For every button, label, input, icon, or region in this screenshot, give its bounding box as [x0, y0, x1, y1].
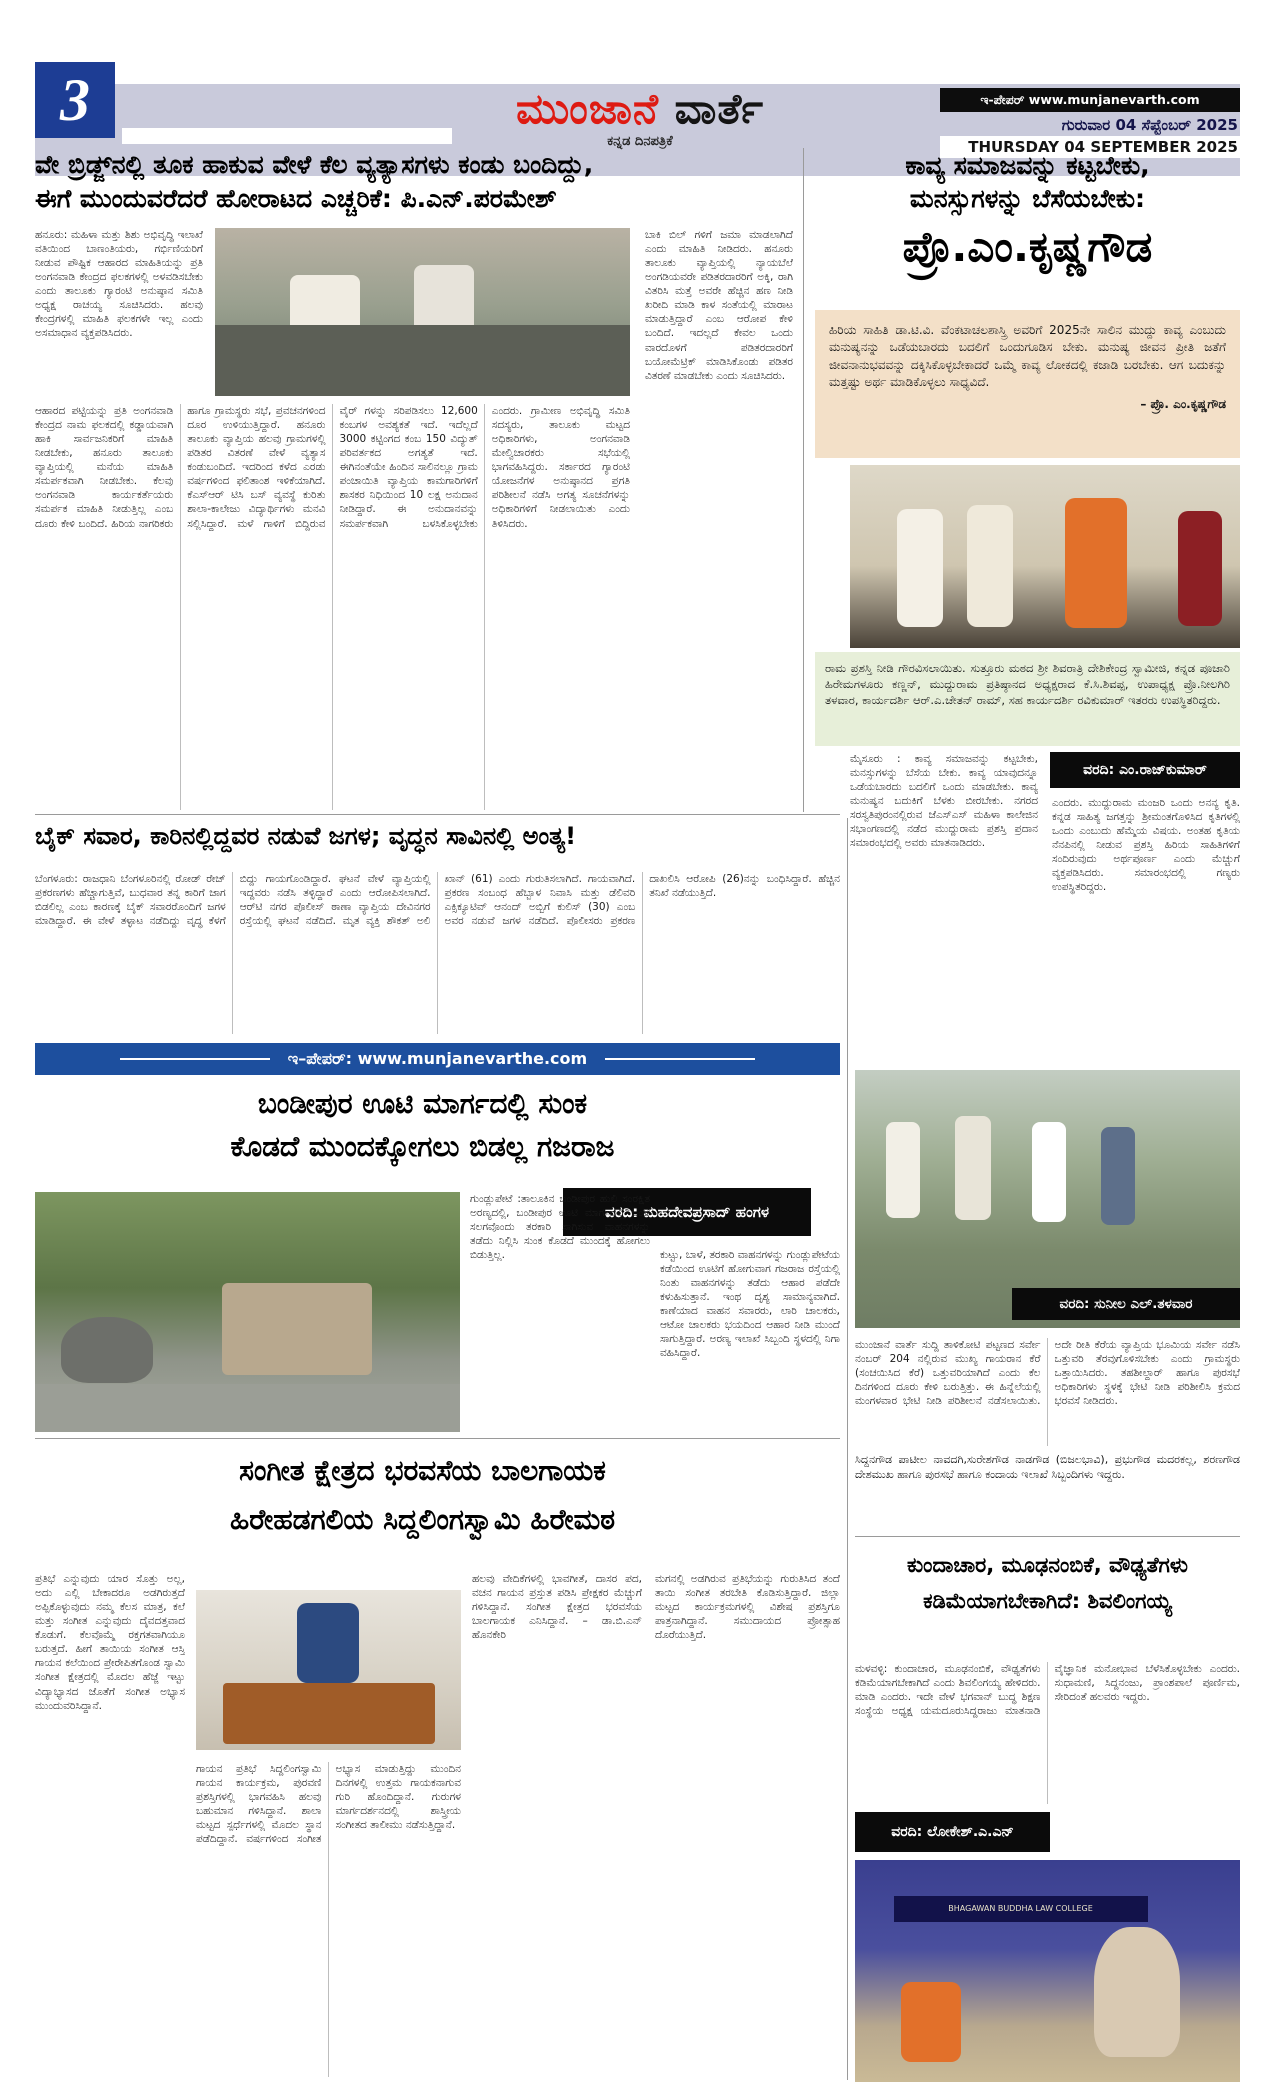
section-rule	[855, 1536, 1240, 1537]
bike-col2: ಮಾಡಿದ್ದಾರೆ. ಈ ವೇಳೆ ತಳ್ಳಾಟ ನಡೆದಿದ್ದು ವೃದ್ಧ ಕೆಳಗೆ ಬಿದ್ದು ಗಾಯಗೊಂಡಿದ್ದಾರೆ. ಘಟನೆ ವೇಳೆ ವ್ಯಾಪ್ತಿಯಲ್ಲಿ ಇದ್ದವರು ನಡೆಸಿ ತಳ್ಳಿದ್ದಾರೆ ಎಂದು ಆರೋಪಿಸಲಾಗಿದೆ.	[35, 873, 431, 928]
krishnegowda-byline: ವರದಿ: ಎಂ.ರಾಜ್‌ಕುಮಾರ್	[1050, 752, 1240, 788]
weighbridge-col3: ಕಂಬಗಳ ಅವಶ್ಯಕತೆ ಇದೆ. ಇದೆಲ್ಲದೆ 3000 ಕಟ್ಟಿಂಗದ ಕಂಬ 150 ವಿದ್ಯುತ್ ಪರಿವರ್ತಕದ ಅಗತ್ಯತೆ ಇದೆ. ಈಗಿನಂತೆಯೇ ಹಿಂದಿನ ಸಾಲಿನಲ್ಲೂ ಗ್ರಾಮ ಪಂಚಾಯಿತಿ ವ್ಯಾಪ್ತಿಯ ಕಾಮಗಾರಿಗಳಿಗೆ ಶಾಸಕರ ನಿಧಿಯಿಂದ 10 ಲಕ್ಷ ಅನುದಾನ ನೀಡಿದ್ದಾರೆ. ಈ ಅನುದಾನವನ್ನು ಸಮರ್ಪಕವಾಗಿ ಬಳಸಿಕೊಳ್ಳಬೇಕು ಎಂದರು.	[339, 405, 523, 530]
photo-harmonium	[223, 1683, 435, 1744]
law-college-event-photo	[855, 1860, 1240, 2082]
boy-harmonium-photo	[196, 1590, 461, 1750]
bike-body	[35, 872, 840, 1034]
photo-table	[215, 325, 630, 396]
date-kannada: ಗುರುವಾರ 04 ಸೆಪ್ಟೆಂಬರ್ 2025	[1061, 116, 1238, 134]
elephant-col1: ಗುಂಡ್ಲುಪೇಟೆ :ತಾಲೂಕಿನ ಬಂಡೀಪುರ ಹುಲಿ ಸಂರಕ್ಷಿತ ಅರಣ್ಯದಲ್ಲಿ, ಬಂಡೀಪುರ ಊಟಿ ಮಾರ್ಗದಲ್ಲಿ ಒಂಟಿ ಸಲಗವೊಂದು ತರಕಾರಿ ಸಾಗಿಸುವ ವಾಹನಗಳನ್ನು ತಡೆದು ನಿಲ್ಲಿಸಿ ಸುಂಕ ಕೊಡದೆ ಮುಂದಕ್ಕೆ ಹೋಗಲು ಬಿಡುತ್ತಿಲ್ಲ.	[470, 1193, 650, 1262]
talikoti-col1: ಮುಂಜಾನೆ ವಾರ್ತೆ ಸುದ್ದಿ ತಾಳಿಕೋಟಿ ಪಟ್ಟಣದ ಸರ್ವೇ ನಂಬರ್ 204 ನಲ್ಲಿರುವ ಮುಖ್ಯ ಗಾಯರಾನ ಕೆರೆ (ಸಂಚಯಿಸಿದ ಕೆರೆ) ಒತ್ತುವರಿಯಾಗಿದೆ ಎಂದು ಕೆಲ ದಿನಗಳಿಂದ ದೂರು ಕೇಳಿ ಬರುತ್ತಿತ್ತು. ಈ ಹಿನ್ನೆಲೆಯಲ್ಲಿ ಮಂಗಳವಾರ ಭೇಟಿ ನೀಡಿ ಪರಿಶೀಲನೆ ನಡೆಸಲಾಯಿತು.	[855, 1339, 1041, 1408]
elephant-col2-text: ಕುಟ್ಟು, ಬಾಳೆ, ತರಕಾರಿ ವಾಹನಗಳನ್ನು ಗುಂಡ್ಲುಪೇಟೆಯ ಕಡೆಯಿಂದ ಊಟಿಗೆ ಹೋಗುವಾಗ ಗಜರಾಜ ರಸ್ತೆಯಲ್ಲಿ ನಿಂತು ವಾಹನಗಳನ್ನು ತಡೆದು ಆಹಾರ ಪಡೆದೇ ಕಳುಹಿಸುತ್ತಾನೆ. ಇಂಥ ದೃಶ್ಯ ಸಾಮಾನ್ಯವಾಗಿದೆ.	[660, 1249, 840, 1304]
photo-swamiji-figure	[1065, 498, 1127, 628]
talikoti-body	[855, 1338, 1240, 1446]
photo-figure	[1032, 1122, 1066, 1222]
talikoti-names-caption: ಸಿದ್ದನಗೌಡ ಪಾಟೀಲ ನಾವದಗಿ,ಸುರೇಶಗೌಡ ನಾಡಗೌಡ (ಬಿಜಲಭಾವಿ), ಪ್ರಭುಗೌಡ ಮದರಕಲ್ಲ, ಶರಣಗೌಡ ದೇಶಮುಖ ಹಾಗೂ ಪುರಸಭೆ ಹಾಗೂ ಕಂದಾಯ ಇಲಾಖೆ ಸಿಬ್ಬಂದಿಗಳು ಇದ್ದರು.	[855, 1453, 1240, 1482]
bike-col4: ಮತ್ತು ಡೆಲಿವರಿ ಎಕ್ಸಿಕ್ಯೂಟಿವ್ ಆನಂದ್ ಅಬ್ಬಿಗೆ ಕುಲಿಸ್ (30) ಎಂಬ ಅವರ ನಡುವೆ ಜಗಳ ನಡೆದಿದೆ. ಪೊಲೀಸರು ಪ್ರಕರಣ ದಾಖಲಿಸಿ ಆರೋಪಿ (26)ನನ್ನು ಬಂಧಿಸಿದ್ದಾರೆ. ಹೆಚ್ಚಿನ ತನಿಖೆ ನಡೆಯುತ್ತಿದೆ.	[444, 873, 840, 928]
section-rule	[35, 814, 840, 815]
shivalingayya-headline	[855, 1548, 1240, 1619]
music-col3: ವರ್ಷಗಳಿಂದ ಸಂಗೀತ ಅಭ್ಯಾಸ ಮಾಡುತ್ತಿದ್ದು ಮುಂದಿನ ದಿನಗಳಲ್ಲಿ ಉತ್ತಮ ಗಾಯಕನಾಗುವ ಗುರಿ ಹೊಂದಿದ್ದಾನೆ. ಗುರುಗಳ ಮಾರ್ಗದರ್ಶನದಲ್ಲಿ ಶಾಸ್ತ್ರೀಯ ಸಂಗೀತದ ತಾಲೀಮು ನಡೆಸುತ್ತಿದ್ದಾನೆ.	[246, 1763, 461, 1846]
shivalingayya-byline: ವರದಿ: ಲೋಕೇಶ್.ಎ.ಎನ್	[855, 1812, 1050, 1852]
elephant-byline: ವರದಿ: ಮಹದೇವಪ್ರಸಾದ್ ಹಂಗಳ	[563, 1188, 811, 1236]
photo-speaker-figure	[1094, 1927, 1180, 2057]
masthead-subtitle: ಕನ್ನಡ ದಿನಪತ್ರಿಕೆ	[607, 134, 673, 149]
masthead	[430, 84, 850, 149]
krishnegowda-name: ಪ್ರೊ.ಎಂ.ಕೃಷ್ಣಗೌಡ	[902, 222, 1153, 271]
elephant-headline	[55, 1082, 790, 1169]
krishnegowda-headline-line1: ಕಾವ್ಯ ಸಮಾಜವನ್ನು ಕಟ್ಟಬೇಕು,	[905, 151, 1150, 180]
weighbridge-col-right: ಬಾಕಿ ಬಿಲ್ ಗಳಿಗೆ ಜಮಾ ಮಾಡಲಾಗಿದೆ ಎಂದು ಮಾಹಿತಿ ನೀಡಿದರು. ಹನೂರು ತಾಲೂಕು ವ್ಯಾಪ್ತಿಯಲ್ಲಿ ನ್ಯಾಯಬೆಲೆ ಅಂಗಡಿಯವರೇ ಪಡಿತರದಾರರಿಗೆ ಅಕ್ಕಿ, ರಾಗಿ ವಿತರಿಸಿ ಮತ್ತೆ ಅವರೇ ಹೆಚ್ಚಿನ ಹಣ ನೀಡಿ ಖರೀದಿ ಮಾಡಿ ಕಾಳ ಸಂತೆಯಲ್ಲಿ ಮಾರಾಟ ಮಾಡುತ್ತಿದ್ದಾರೆ ಎಂಬ ಆರೋಪ ಕೇಳಿ ಬಂದಿದೆ. ಇದಲ್ಲದೆ ಕೇವಲ ಒಂದು ವಾರದೊಳಗೆ ಪಡಿತರದಾರರಿಗೆ ಬಯೋಮೆಟ್ರಿಕ್ ಮಾಡಿಸಿಕೊಂಡು ಪಡಿತರ ವಿತರಣೆ ಮಾಡಬೇಕು ಎಂದು ಸೂಚಿಸಿದರು.	[645, 229, 793, 382]
shivalingayya-col1: ಮಳವಳ್ಳಿ: ಕುಂದಾಚಾರ, ಮೂಢನಂಬಿಕೆ, ವೌಢ್ಯತೆಗಳು ಕಡಿಮೆಯಾಗಬೇಕಾಗಿದೆ ಎಂದು ಶಿವಲಿಂಗಯ್ಯ ಹೇಳಿದರು. ಮಾಡಿ ಎಂದರು. ಇದೇ ವೇಳೆ ಭಗವಾನ್ ಬುದ್ಧ ಶಿಕ್ಷಣ ಸಂಸ್ಥೆಯ ಅಧ್ಯಕ್ಷ ಯಮದೂರುಸಿದ್ದರಾಜು	[855, 1663, 1041, 1718]
weighbridge-headline-line1: ವೇ ಬ್ರಿಡ್ಜ್‌ನಲ್ಲಿ ತೂಕ ಹಾಕುವ ವೇಳೆ ಕೆಲ ವ್ಯತ್ಯಾಸಗಳು ಕಂಡು ಬಂದಿದ್ದು,	[35, 150, 594, 179]
epaper-banner	[35, 1043, 840, 1075]
photo-figure	[1178, 511, 1222, 626]
photo-road	[35, 1384, 460, 1432]
bike-col3: ಆರ್‌ಟಿ ನಗರ ಪೊಲೀಸ್ ಠಾಣಾ ವ್ಯಾಪ್ತಿಯ ದೇವಿನಗರ ರಸ್ತೆಯಲ್ಲಿ ಘಟನೆ ನಡೆದಿದೆ. ಮೃತ ವ್ಯಕ್ತಿ ಶೌಕತ್ ಅಲಿ ಖಾನ್ (61) ಎಂದು ಗುರುತಿಸಲಾಗಿದೆ. ಗಾಯವಾಗಿದೆ. ಪ್ರಕರಣ ಸಂಬಂಧ ಹೆಬ್ಬಾಳ ನಿವಾಸಿ	[239, 873, 636, 928]
bike-col1: ಬೆಂಗಳೂರು: ರಾಜಧಾನಿ ಬೆಂಗಳೂರಿನಲ್ಲಿ ರೋಡ್ ರೇಜ್ ಪ್ರಕರಣಗಳು ಹೆಚ್ಚಾಗುತ್ತಿವೆ, ಬುಧವಾರ ತನ್ನ ಕಾರಿಗೆ ಜಾಗ ಬಿಡಲಿಲ್ಲ ಎಂಬ ಕಾರಣಕ್ಕೆ ಬೈಕ್ ಸವಾರರೊಂದಿಗೆ ಜಗಳ	[35, 873, 226, 914]
photo-figure	[901, 1982, 961, 2062]
elephant-road-photo	[35, 1192, 460, 1432]
meeting-photo	[215, 228, 630, 396]
column-divider-bottom	[847, 818, 848, 2080]
weighbridge-intro: ಹನೂರು: ಮಹಿಳಾ ಮತ್ತು ಶಿಶು ಅಭಿವೃದ್ಧಿ ಇಲಾಖೆ ವತಿಯಿಂದ ಬಾಣಂತಿಯರು, ಗರ್ಭಿಣಿಯರಿಗೆ ನೀಡುವ ಪೌಷ್ಟಿಕ ಆಹಾರದ ಮಾಹಿತಿಯನ್ನು ಪ್ರತಿ ಅಂಗನವಾಡಿ ಕೇಂದ್ರದ ಫಲಕಗಳಲ್ಲಿ ಅಳವಡಿಸಬೇಕು ಎಂದು ತಾಲೂಕು ಗ್ಯಾರಂಟಿ ಅನುಷ್ಠಾನ ಸಮಿತಿ ಅಧ್ಯಕ್ಷ ರಾಚಯ್ಯ ಸೂಚಿಸಿದರು. ಹಲವು ಕೇಂದ್ರಗಳಲ್ಲಿ ಮಾಹಿತಿ ಫಲಕಗಳೇ ಇಲ್ಲ ಎಂದು ಅಸಮಾಧಾನ ವ್ಯಕ್ತಪಡಿಸಿದರು.	[35, 229, 203, 340]
photo-banner-text: BHAGAWAN BUDDHA LAW COLLEGE	[894, 1896, 1148, 1922]
krishnegowda-headline-line2: ಮನಸ್ಸುಗಳನ್ನು ಬೆಸೆಯಬೇಕು:	[909, 183, 1146, 213]
shivalingayya-col2: ಮಾತನಾಡಿ ವೈಜ್ಞಾನಿಕ ಮನೋಭಾವ ಬೆಳೆಸಿಕೊಳ್ಳಬೇಕು ಎಂದರು. ಸುಧಾಮಣಿ, ಸಿದ್ದನಂಜು, ಪ್ರಾಂಶಪಾಲೆ ಪೂರ್ಣಿಮ, ಸೇರಿದಂತೆ ಹಲವರು ಇದ್ದರು.	[1005, 1663, 1240, 1718]
masthead-title	[430, 84, 850, 133]
weighbridge-col2: ಹನೂರು ತಾಲೂಕು ವ್ಯಾಪ್ತಿಯ ಹಲವು ಗ್ರಾಮಗಳಲ್ಲಿ ಪಡಿತರ ವಿತರಣೆ ವೇಳೆ ವ್ಯತ್ಯಾಸ ಕಂಡುಬಂದಿದೆ. ಇದರಿಂದ ಕಳೆದ ಎರಡು ವರ್ಷಗಳಿಂದ ಫಲಿತಾಂಶ ಇಳಿಕೆಯಾಗಿದೆ. ಕೆಎಸ್‌ಆರ್ ಟಿಸಿ ಬಸ್ ವ್ಯವಸ್ಥೆ ಕುರಿತು ಶಾಲಾ-ಕಾಲೇಜು ವಿದ್ಯಾರ್ಥಿಗಳು ಮನವಿ ಸಲ್ಲಿಸಿದ್ದಾರೆ. ಮಳೆ ಗಾಳಿಗೆ ಬಿದ್ದಿರುವ ವೈರ್ ಗಳನ್ನು ಸರಿಪಡಿಸಲು 12,600	[187, 405, 478, 530]
weighbridge-headline	[35, 148, 635, 216]
masthead-main: ಮುಂಜಾನೆ	[515, 84, 659, 133]
photo-figure	[967, 505, 1013, 627]
shivalingayya-headline-line1: ಕುಂದಾಚಾರ, ಮೂಢನಂಬಿಕೆ, ವೌಢ್ಯತೆಗಳು	[907, 1553, 1188, 1577]
elephant-col3-text: ಕಾಣೆಯಾದ ವಾಹನ ಸವಾರರು, ಲಾರಿ ಚಾಲಕರು, ಆಟೋ ಚಾಲಕರು ಭಯದಿಂದ ಆಹಾರ ನೀಡಿ ಮುಂದೆ ಸಾಗುತ್ತಿದ್ದಾರೆ. ಅರಣ್ಯ ಇಲಾಖೆ ಸಿಬ್ಬಂದಿ ಸ್ಥಳದಲ್ಲಿ ನಿಗಾ ವಹಿಸಿದ್ದಾರೆ.	[660, 1305, 840, 1360]
quote-attribution: – ಪ್ರೊ. ಎಂ.ಕೃಷ್ಣಗೌಡ	[1140, 396, 1226, 411]
music-col5: ಮಗನಲ್ಲಿ ಅಡಗಿರುವ ಪ್ರತಿಭೆಯನ್ನು ಗುರುತಿಸಿದ ತಂದೆ ತಾಯಿ ಸಂಗೀತ ತರಬೇತಿ ಕೊಡಿಸುತ್ತಿದ್ದಾರೆ. ಜಿಲ್ಲಾ ಮಟ್ಟದ ಕಾರ್ಯಕ್ರಮಗಳಲ್ಲಿ ವಿಶೇಷ ಪ್ರಶಸ್ತಿಗೂ ಪಾತ್ರನಾಗಿದ್ದಾನೆ. ಸಮುದಾಯದ ಪ್ರೋತ್ಸಾಹ ದೊರೆಯುತ್ತಿದೆ.	[655, 1573, 840, 1642]
award-photo-caption: ರಾಮ ಪ್ರಶಸ್ತಿ ನೀಡಿ ಗೌರವಿಸಲಾಯಿತು. ಸುತ್ತೂರು ಮಠದ ಶ್ರೀ ಶಿವರಾತ್ರಿ ದೇಶಿಕೇಂದ್ರ ಸ್ವಾಮೀಜಿ, ಕನ್ನಡ ಪೂಜಾರಿ ಹಿರೇಮಗಳೂರು ಕಣ್ಣನ್, ಮುದ್ದುರಾಮ ಪ್ರತಿಷ್ಠಾನದ ಅಧ್ಯಕ್ಷರಾದ ಕೆ.ಸಿ.ಶಿವಪ್ಪ, ಉಪಾಧ್ಯಕ್ಷ ಪ್ರೊ.ನೀಲಗಿರಿ ತಳವಾರ, ಕಾರ್ಯದರ್ಶಿ ಆರ್.ಎ.ಚೇತನ್ ರಾಮ್, ಸಹ ಕಾರ್ಯದರ್ಶಿ ರವಿಕುಮಾರ್ ಇತರರು ಉಪಸ್ಥಿತರಿದ್ದರು.	[815, 652, 1240, 746]
epaper-banner-url[interactable]: ಇ–ಪೇಪರ್: www.munjanevarthe.com	[287, 1049, 588, 1068]
photo-figure	[897, 509, 943, 627]
section-rule	[35, 1438, 840, 1439]
epaper-url[interactable]: ಇ-ಪೇಪರ್ www.munjanevarth.com	[940, 88, 1240, 112]
photo-elephant-figure	[61, 1317, 153, 1383]
quote-box	[815, 310, 1240, 458]
banner-line-left	[120, 1058, 270, 1060]
talikoti-byline: ವರದಿ: ಸುನೀಲ ಎಲ್.ತಳವಾರ	[1012, 1288, 1240, 1320]
talikoti-col2: ಅದೇ ರೀತಿ ಕೆರೆಯ ವ್ಯಾಪ್ತಿಯ ಭೂಮಿಯ ಸರ್ವೇ ನಡೆಸಿ ಒತ್ತುವರಿ ತೆರವುಗೊಳಿಸಬೇಕು ಎಂದು ಗ್ರಾಮಸ್ಥರು ಒತ್ತಾಯಿಸಿದರು. ತಹಶೀಲ್ದಾರ್ ಹಾಗೂ ಪುರಸಭೆ ಅಧಿಕಾರಿಗಳು ಸ್ಥಳಕ್ಕೆ ಭೇಟಿ ನೀಡಿ ಪರಿಶೀಲಿಸಿ ಕ್ರಮದ ಭರವಸೆ ನೀಡಿದರು.	[1054, 1339, 1240, 1408]
photo-figure	[886, 1122, 920, 1218]
banner-line-right	[605, 1058, 755, 1060]
music-col2: ಗಾಯನ ಪ್ರತಿಭೆ ಸಿದ್ದಲಿಂಗಸ್ವಾಮಿ ಗಾಯನ ಕಾರ್ಯಕ್ರಮ, ಪುರವಣಿ ಪ್ರಶಸ್ತಿಗಳಲ್ಲಿ ಭಾಗವಹಿಸಿ ಹಲವು ಬಹುಮಾನ ಗಳಿಸಿದ್ದಾನೆ. ಶಾಲಾ ಮಟ್ಟದ ಸ್ಪರ್ಧೆಗಳಲ್ಲಿ ಮೊದಲ ಸ್ಥಾನ ಪಡೆದಿದ್ದಾನೆ.	[196, 1763, 322, 1846]
bike-headline: ಬೈಕ್ ಸವಾರ, ಕಾರಿನಲ್ಲಿದ್ದವರ ನಡುವೆ ಜಗಳ; ವೃದ್ಧನ ಸಾವಿನಲ್ಲಿ ಅಂತ್ಯ!	[35, 822, 577, 850]
photo-boy-figure	[297, 1603, 359, 1683]
music-body-mid	[196, 1762, 461, 2077]
music-headline-line1: ಸಂಗೀತ ಕ್ಷೇತ್ರದ ಭರವಸೆಯ ಬಾಲಗಾಯಕ	[239, 1454, 606, 1487]
page-number: 3	[60, 66, 90, 133]
photo-figure	[955, 1116, 991, 1220]
page-number-box	[35, 62, 115, 138]
header-right-stack	[940, 88, 1240, 158]
elephant-headline-line1: ಬಂಡೀಪುರ ಊಟಿ ಮಾರ್ಗದಲ್ಲಿ ಸುಂಕ	[257, 1087, 588, 1120]
weighbridge-col4: ಗ್ರಾಮೀಣ ಅಭಿವೃದ್ಧಿ ಸಮಿತಿ ಸದಸ್ಯರು, ತಾಲೂಕು ಮಟ್ಟದ ಅಧಿಕಾರಿಗಳು, ಅಂಗನವಾಡಿ ಮೇಲ್ವಿಚಾರಕರು ಸಭೆಯಲ್ಲಿ ಭಾಗವಹಿಸಿದ್ದರು. ಸರ್ಕಾರದ ಗ್ಯಾರಂಟಿ ಯೋಜನೆಗಳ ಅನುಷ್ಠಾನದ ಪ್ರಗತಿ ಪರಿಶೀಲನೆ ನಡೆಸಿ ಅಗತ್ಯ ಸೂಚನೆಗಳನ್ನು ಅಧಿಕಾರಿಗಳಿಗೆ ನೀಡಲಾಯಿತು ಎಂದು ತಿಳಿಸಿದರು.	[491, 405, 630, 530]
weighbridge-col1: ಆಹಾರದ ಪಟ್ಟಿಯನ್ನು ಪ್ರತಿ ಅಂಗನವಾಡಿ ಕೇಂದ್ರದ ನಾಮ ಫಲಕದಲ್ಲಿ ಕಡ್ಡಾಯವಾಗಿ ಹಾಕಿ ಸಾರ್ವಜನಿಕರಿಗೆ ಮಾಹಿತಿ ನೀಡಬೇಕು, ಹನೂರು ತಾಲೂಕು ವ್ಯಾಪ್ತಿಯಲ್ಲಿ ಮನೆಯ ಮಾಹಿತಿ ಸಮರ್ಪಕವಾಗಿ ನೀಡಬೇಕು. ಕೆಲವು ಅಂಗನವಾಡಿ ಕಾರ್ಯಕರ್ತೆಯರು ಸಮರ್ಪಕ ಮಾಹಿತಿ ನೀಡುತ್ತಿಲ್ಲ ಎಂಬ ದೂರು ಕೇಳಿ ಬಂದಿದೆ. ಹಿರಿಯ ನಾಗರಿಕರು ಹಾಗೂ ಗ್ರಾಮಸ್ಥರು ಸಭೆ, ಪ್ರವಚನಗಳಿಂದ ದೂರ ಉಳಿಯುತ್ತಿದ್ದಾರೆ.	[35, 405, 326, 530]
header-decorative-strip	[122, 128, 452, 144]
photo-figure	[1101, 1127, 1135, 1225]
elephant-headline-line2: ಕೊಡದೆ ಮುಂದಕ್ಕೋಗಲು ಬಿಡಲ್ಲ ಗಜರಾಜ	[230, 1130, 615, 1164]
music-headline	[55, 1446, 790, 1544]
shivalingayya-headline-line2: ಕಡಿಮೆಯಾಗಬೇಕಾಗಿದೆ: ಶಿವಲಿಂಗಯ್ಯ	[923, 1588, 1172, 1613]
masthead-secondary: ವಾರ್ತೆ	[674, 84, 765, 133]
column-divider-top	[803, 148, 804, 812]
quote-text: ಹಿರಿಯ ಸಾಹಿತಿ ಡಾ.ಟಿ.ವಿ. ವೆಂಕಟಾಚಲಶಾಸ್ತ್ರಿ ಅವರಿಗೆ 2025ನೇ ಸಾಲಿನ ಮುದ್ದು ಕಾವ್ಯ ಎಂಬುದು ಮನುಷ್ಯನನ್ನು ಒಡೆಯಬಾರದು ಬದಲಿಗೆ ಒಂದುಗೂಡಿಸ ಬೇಕು. ಮನುಷ್ಯ ಜೀವನ ಪ್ರೀತಿ ಜತೆಗೆ ಜೀವನಾನುಭವವನ್ನು ದಕ್ಕಿಸಿಕೊಳ್ಳಬೇಕಾದರೆ ಒಮ್ಮೆ ಕಾವ್ಯ ಲೋಕದಲ್ಲಿ ಕಜಾಡಿ ಬರಬೇಕು. ಆಗ ಬದುಕನ್ನು ಮತ್ತಷ್ಟು ಅರ್ಥ ಮಾಡಿಕೊಳ್ಳಲು ಸಾಧ್ಯವಿದೆ.	[829, 323, 1226, 390]
date-english: THURSDAY 04 SEPTEMBER 2025	[940, 136, 1240, 158]
elephant-col2	[660, 1248, 840, 1432]
krishnegowda-col1: ಮೈಸೂರು : ಕಾವ್ಯ ಸಮಾಜವನ್ನು ಕಟ್ಟಬೇಕು, ಮನಸ್ಸುಗಳನ್ನು ಬೆಸೆಯ ಬೇಕು. ಕಾವ್ಯ ಯಾವುದನ್ನೂ ಒಡೆಯಬಾರದು ಬದಲಿಗೆ ಒಂದು ಮಾಡಬೇಕು. ಕಾವ್ಯ ಮನುಷ್ಯನ ಬದುಕಿಗೆ ಬೆಳಕು ಬೀರಬೇಕು. ನಗರದ ಸರಸ್ವತಿಪುರಂನಲ್ಲಿರುವ ಜೆಎಸ್‌ಎಸ್ ಮಹಿಳಾ ಕಾಲೇಜಿನ ಸಭಾಂಗಣದಲ್ಲಿ ನಡೆದ ಮುದ್ದುರಾಮ ಪ್ರಶಸ್ತಿ ಪ್ರದಾನ ಸಮಾರಂಭದಲ್ಲಿ ಅವರು ಮಾತನಾಡಿದರು.	[850, 753, 1038, 850]
shivalingayya-body	[855, 1662, 1240, 1804]
music-col1: ಪ್ರತಿಭೆ ಎನ್ನುವುದು ಯಾರ ಸೊತ್ತು ಅಲ್ಲ, ಅದು ಎಲ್ಲಿ ಬೇಕಾದರೂ ಅಡಗಿರುತ್ತದೆ ಅಪ್ಪಿಕೊಳ್ಳುವುದು ನಮ್ಮ ಕೆಲಸ ಮಾತ್ರ, ಕಲೆ ಮತ್ತು ಸಂಗೀತ ಎನ್ನುವುದು ದೈವದತ್ತವಾದ ಕೊಡುಗೆ. ಕೆಲವೊಮ್ಮೆ ರಕ್ತಗತವಾಗಿಯೂ ಬರುತ್ತದೆ. ಹೀಗೆ ತಾಯಿಯ ಸಂಗೀತ ಆಸ್ತಿ ಗಾಯನ ಕಲೆಯಿಂದ ಪ್ರೇರೇಪಿತಗೊಂಡ ಸ್ವಾಮಿ ಸಂಗೀತ ಕ್ಷೇತ್ರದಲ್ಲಿ ಮೊದಲ ಹೆಜ್ಜೆ ಇಟ್ಟು ವಿದ್ಯಾಭ್ಯಾಸದ ಜೊತೆಗೆ ಸಂಗೀತ ಅಭ್ಯಾಸ ಮುಂದುವರಿಸಿದ್ದಾನೆ.	[35, 1573, 185, 1712]
weighbridge-body	[35, 404, 630, 810]
photo-truck-figure	[222, 1283, 372, 1375]
music-headline-line2: ಹಿರೇಹಡಗಲಿಯ ಸಿದ್ದಲಿಂಗಸ್ವಾಮಿ ಹಿರೇಮಠ	[229, 1503, 616, 1536]
krishnegowda-headline	[815, 150, 1240, 215]
krishnegowda-col2: ಎಂದರು. ಮುದ್ದುರಾಮ ಮಂಜರಿ ಒಂದು ಅನನ್ಯ ಕೃತಿ. ಕನ್ನಡ ಸಾಹಿತ್ಯ ಜಗತ್ತನ್ನು ಶ್ರೀಮಂತಗೊಳಿಸಿದ ಕೃತಿಗಳಲ್ಲಿ ಒಂದು ಎಂಬುದು ಹೆಮ್ಮೆಯ ವಿಷಯ. ಅಂತಹ ಕೃತಿಯ ನೆನಪಿನಲ್ಲಿ ನೀಡುವ ಪ್ರಶಸ್ತಿ ಹಿರಿಯ ಸಾಹಿತಿಗಳಿಗೆ ಸಂದಿರುವುದು ಅರ್ಥಪೂರ್ಣ ಎಂದು ಮೆಚ್ಚುಗೆ ವ್ಯಕ್ತಪಡಿಸಿದರು. ಸಮಾರಂಭದಲ್ಲಿ ಗಣ್ಯರು ಉಪಸ್ಥಿತರಿದ್ದರು.	[1052, 797, 1240, 894]
award-ceremony-photo	[850, 465, 1240, 648]
music-col4: ಹಲವು ವೇದಿಕೆಗಳಲ್ಲಿ ಭಾವಗೀತೆ, ದಾಸರ ಪದ, ವಚನ ಗಾಯನ ಪ್ರಸ್ತುತ ಪಡಿಸಿ ಪ್ರೇಕ್ಷಕರ ಮೆಚ್ಚುಗೆ ಗಳಿಸಿದ್ದಾನೆ. ಸಂಗೀತ ಕ್ಷೇತ್ರದ ಭರವಸೆಯ ಬಾಲಗಾಯಕ ಎನಿಸಿದ್ದಾನೆ. – ಡಾ.ಬಿ.ಎನ್ ಹೊನಕೇರಿ	[472, 1573, 642, 1642]
weighbridge-headline-line2: ಈಗೆ ಮುಂದುವರೆದರೆ ಹೋರಾಟದ ಎಚ್ಚರಿಕೆ: ಪಿ.ಎನ್.ಪರಮೇಶ್	[35, 183, 557, 213]
